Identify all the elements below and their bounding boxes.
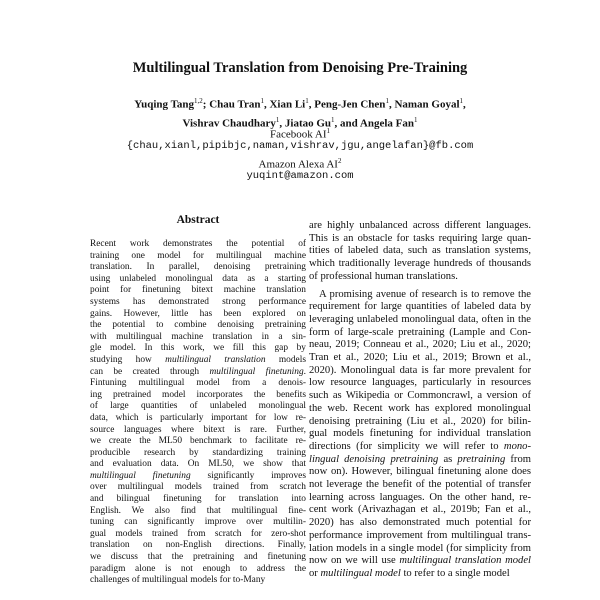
text-line: not leverage the benefit of the potential of transfer (309, 479, 531, 491)
text-line: A promising avenue of research is to remove the (319, 288, 531, 300)
text-line: source languages where bitext is rare. Further, (90, 424, 306, 435)
affiliation-facebook: Facebook $AI^1$ (269, 127, 330, 141)
text-line: of large quantities of unlabeled monolingual (90, 401, 306, 412)
text-line: point for finetuning bitext machine translation (90, 285, 306, 296)
affiliation-amazon: Amazon Alexa $AI^2$ (258, 157, 342, 171)
author-name: , Jiatao Gu (279, 117, 332, 130)
text-line: multilingual finetuning significantly improves (90, 470, 306, 481)
text-line: producible research by standardizing training (90, 447, 306, 458)
text-line: such as Wikipedia or Commoncrawl, a version of (309, 390, 531, 402)
author-affil-mark: 1 (260, 97, 264, 105)
text-line: studying how multilingual translation models (90, 354, 306, 365)
author-affil-mark: 1 (331, 115, 335, 124)
text-line: the web. Recent work has explored monolingual (309, 402, 531, 414)
author-name: , and Angela Fan (334, 117, 415, 130)
paper-title: Multilingual Translation from Denoising Pre-Training (132, 60, 468, 76)
text-line: or multilingual model to refer to a single model (309, 567, 510, 579)
text-line: we discuss that the pretraining and finetuning (90, 552, 306, 563)
text-line: Fintuning multilingual model from a denois- (90, 378, 306, 389)
text-line: of professional human translations. (309, 270, 458, 282)
author-separator: , (463, 98, 466, 111)
text-line: translation on non-English directions. Finally, (90, 540, 306, 551)
author-affil-mark: 1 (305, 97, 309, 105)
intro-column (309, 220, 531, 581)
text-line: lation models in a single model (for simplicity from (309, 542, 531, 554)
author-line-1 (60, 94, 540, 113)
text-line: we create the ML50 benchmark to facilitate re- (90, 436, 306, 447)
text-line: 2020). Monolingual data is far more prevalent for (309, 364, 531, 376)
text-line: Recent work demonstrates the potential of (90, 239, 306, 249)
author-affil-mark: 1 (414, 115, 418, 124)
author-affil-mark: 1 (275, 115, 280, 124)
text-line: learning across languages. On the other hand, re- (309, 491, 531, 503)
text-line: over multilingual models trained from scratch (90, 482, 306, 493)
text-line: neau, 2019; Conneau et al., 2020; Liu et al., 2020; (309, 339, 531, 351)
author-name: ; Chau Tran (202, 98, 261, 111)
text-line: leveraging unlabeled monolingual data, often in the (309, 313, 531, 325)
author-affil-mark: 1 (459, 97, 464, 105)
author-affil-mark: 1 (385, 97, 389, 105)
text-line: This is an obstacle for tasks requiring large quan- (309, 232, 531, 244)
text-line: gains. However, little has been explored on (90, 308, 306, 319)
text-line: requirement for large quantities of labeled data by (309, 301, 531, 313)
text-line: lingual denoising pretraining as pretraining from (309, 453, 531, 465)
author-name: Vishrav Chaudhary (182, 117, 276, 130)
author-affil-mark: 1,2 (194, 97, 203, 105)
text-line: form of large-scale pretraining (Lample and Con- (309, 326, 531, 338)
text-line: using unlabeled monolingual data as a starting (90, 273, 306, 284)
text-line: performance improvement from multilingual trans- (309, 529, 531, 541)
text-line: systems has demonstrated strong performance (90, 296, 306, 307)
text-line: directions (for simplicity we will refer to mono- (309, 440, 531, 452)
text-line: English. We also find that multilingual fine- (90, 505, 306, 516)
text-line: gle model. In this work, we fill this gap by (90, 343, 306, 354)
text-line: training one model for multilingual machine (90, 250, 306, 261)
text-line: now on). However, bilingual finetuning alone does (309, 466, 531, 478)
text-line: the potential to combine denoising pretraining (90, 320, 306, 331)
text-line: low resource languages, particularly in resources (309, 377, 531, 389)
text-line: ing pretrained model incorporates the benefits (90, 389, 306, 400)
text-line: cent work (Arivazhagan et al., 2019b; Fan et al., (309, 504, 531, 516)
text-line: Tran et al., 2020; Liu et al., 2019; Brown et al., (309, 352, 531, 364)
author-name: , Naman Goyal (388, 98, 460, 111)
text-line: tities of labeled data, such as translation systems, (309, 245, 531, 257)
abstract-heading: Abstract (176, 214, 220, 226)
text-line: 2020) has also demonstrated much potential for (309, 517, 531, 529)
text-line: gual models trained from scratch for zero-shot (90, 528, 306, 539)
text-line: translation. In parallel, denoising pretraining (90, 262, 306, 273)
text-line: paradigm alone is not enough to address the (90, 563, 306, 574)
author-name: Yuqing Tang (134, 98, 195, 111)
text-line: are highly unbalanced across different languages. (309, 220, 531, 231)
text-line: gual models finetuning for individual translation (309, 428, 531, 440)
author-name: , Peng-Jen Chen (308, 98, 386, 111)
text-line: and evaluation data. On ML50, we show that (90, 459, 306, 470)
text-line: with multilingual machine translation in a sin- (90, 331, 306, 342)
text-line: denoising pretraining (Liu et al., 2020) for bilin- (309, 415, 531, 427)
text-line: which traditionally leverage hundreds of thousands (309, 258, 531, 270)
author-name: , Xian Li (263, 98, 306, 111)
text-line: now on we will use multilingual translation model (309, 555, 531, 567)
text-line: tuning can significantly improve over multilin- (90, 517, 306, 528)
email-list-facebook: {chau,xianl,pipibjc,naman,vishrav,jgu,angelafan}@fb.com (126, 140, 474, 152)
email-amazon: yuqint@amazon.com (246, 170, 354, 182)
text-line: data, which is particularly important for low re- (90, 412, 306, 423)
text-line: can be created through multilingual finetuning. (90, 366, 306, 377)
text-line: challenges of multilingual models for to-Many (90, 575, 266, 586)
abstract-body (90, 239, 306, 587)
text-line: and bilingual finetuning for translation into (90, 494, 306, 505)
